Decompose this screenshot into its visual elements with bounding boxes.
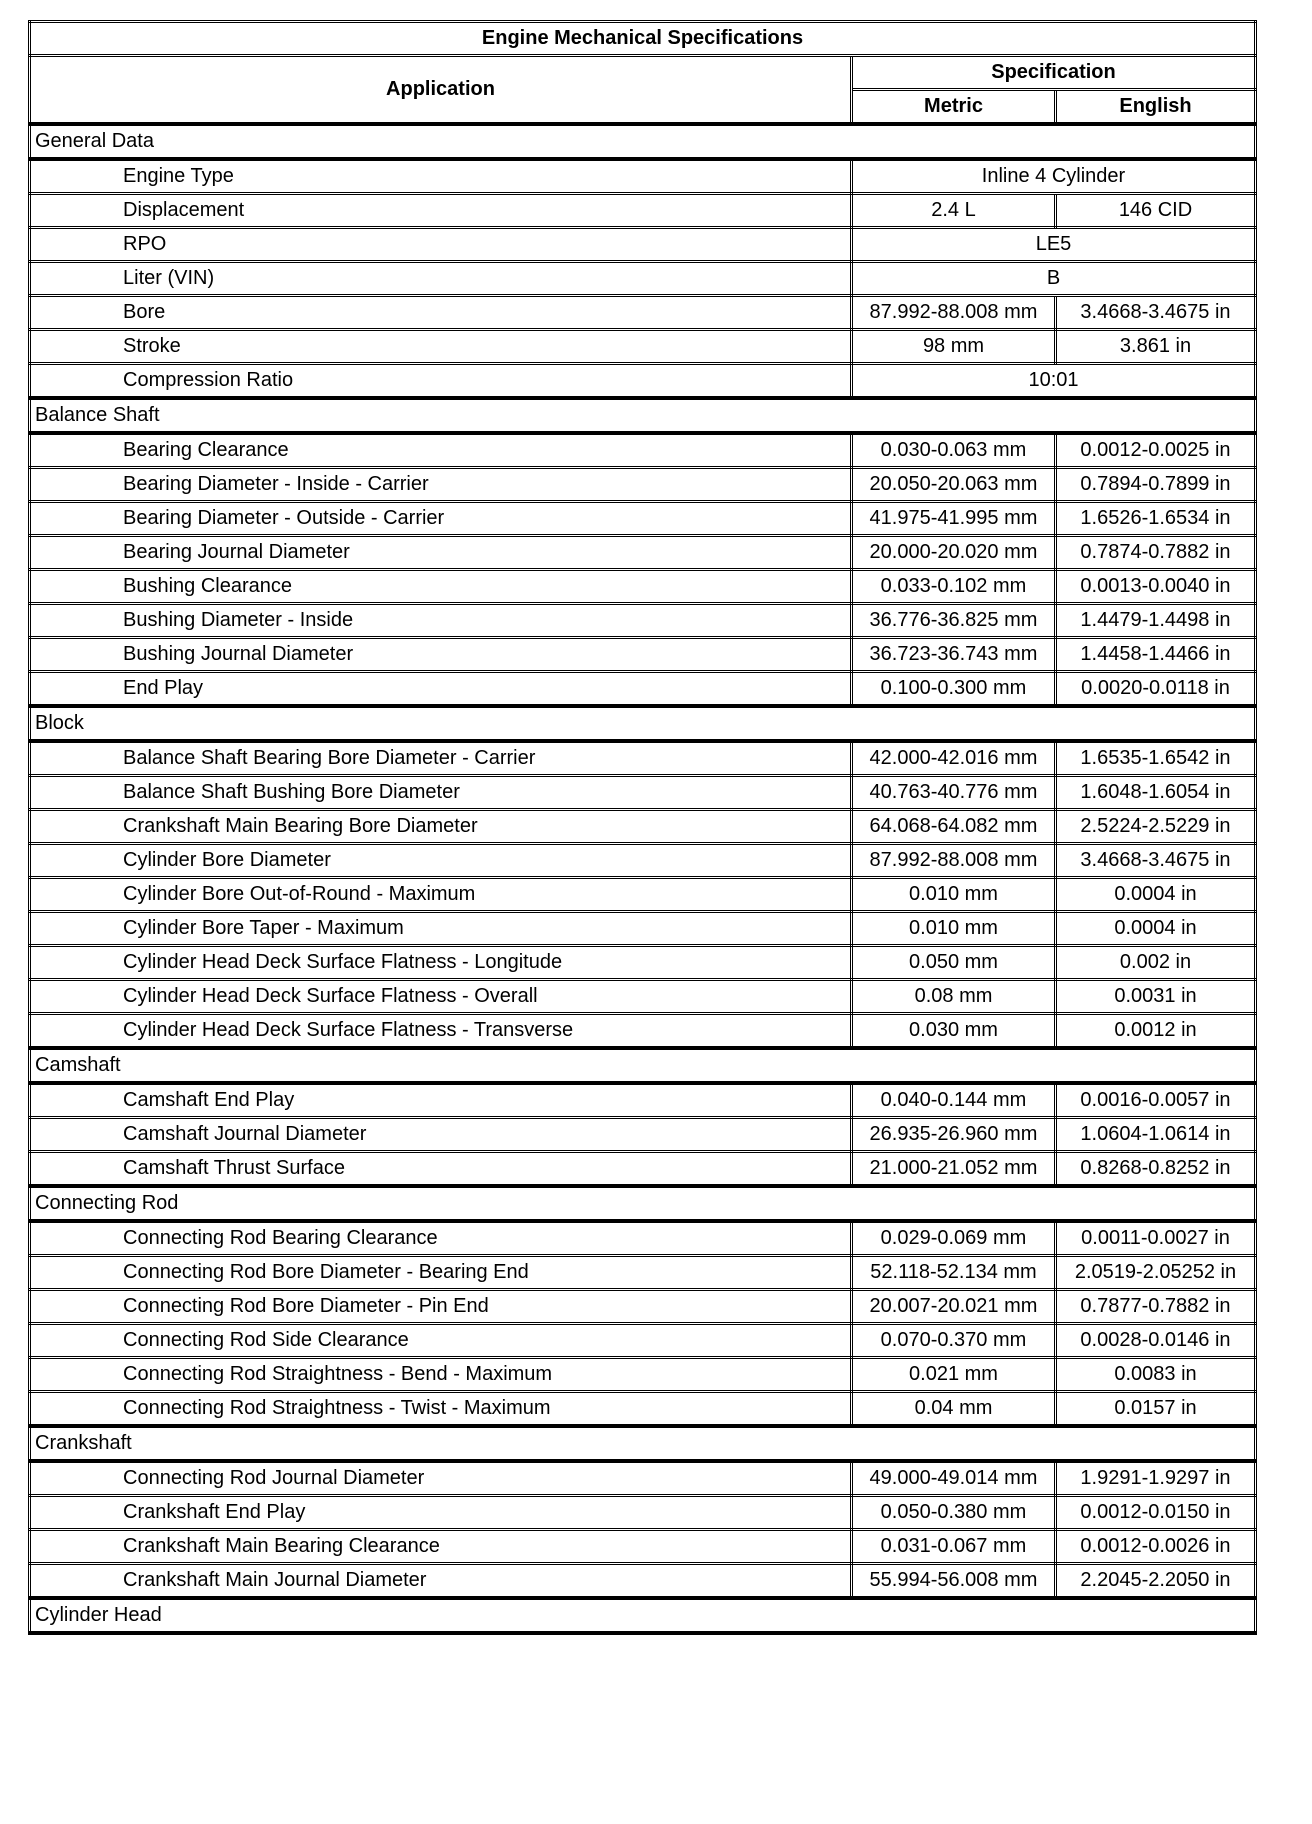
metric-cell: 0.010 mm	[852, 878, 1056, 912]
english-cell: 0.0020-0.0118 in	[1056, 672, 1256, 707]
metric-cell: 42.000-42.016 mm	[852, 741, 1056, 776]
english-cell: 2.2045-2.2050 in	[1056, 1564, 1256, 1599]
english-cell: 0.0011-0.0027 in	[1056, 1221, 1256, 1256]
application-cell: Balance Shaft Bearing Bore Diameter - Carrier	[30, 741, 852, 776]
section-row	[30, 706, 1256, 741]
table-row	[30, 1392, 1256, 1427]
metric-cell: 0.08 mm	[852, 980, 1056, 1014]
english-cell: 1.4458-1.4466 in	[1056, 638, 1256, 672]
english-cell: 0.0012-0.0025 in	[1056, 433, 1256, 468]
application-cell: Crankshaft Main Bearing Bore Diameter	[30, 810, 852, 844]
table-row	[30, 741, 1256, 776]
application-cell: Stroke	[30, 330, 852, 364]
english-cell: 1.4479-1.4498 in	[1056, 604, 1256, 638]
table-row	[30, 433, 1256, 468]
application-cell: Displacement	[30, 194, 852, 228]
section-row	[30, 1426, 1256, 1461]
table-row	[30, 844, 1256, 878]
specification-cell: LE5	[852, 228, 1256, 262]
application-cell: Bushing Diameter - Inside	[30, 604, 852, 638]
table-row	[30, 468, 1256, 502]
application-cell: Cylinder Head Deck Surface Flatness - Overall	[30, 980, 852, 1014]
table-title: Engine Mechanical Specifications	[30, 22, 1256, 56]
title-row	[30, 22, 1256, 56]
application-cell: Crankshaft End Play	[30, 1496, 852, 1530]
english-cell: 146 CID	[1056, 194, 1256, 228]
english-cell: 0.0031 in	[1056, 980, 1256, 1014]
metric-cell: 64.068-64.082 mm	[852, 810, 1056, 844]
english-cell: 0.0004 in	[1056, 912, 1256, 946]
table-row	[30, 810, 1256, 844]
metric-cell: 2.4 L	[852, 194, 1056, 228]
english-cell: 0.0012-0.0150 in	[1056, 1496, 1256, 1530]
table-row	[30, 194, 1256, 228]
section-row	[30, 124, 1256, 159]
application-cell: Cylinder Bore Diameter	[30, 844, 852, 878]
table-row	[30, 159, 1256, 194]
english-cell: 0.0012-0.0026 in	[1056, 1530, 1256, 1564]
application-cell: Cylinder Bore Out-of-Round - Maximum	[30, 878, 852, 912]
metric-cell: 0.100-0.300 mm	[852, 672, 1056, 707]
application-cell: Balance Shaft Bushing Bore Diameter	[30, 776, 852, 810]
application-cell: Bearing Clearance	[30, 433, 852, 468]
section-title: Cylinder Head	[30, 1598, 1256, 1633]
metric-cell: 0.033-0.102 mm	[852, 570, 1056, 604]
english-cell: 1.9291-1.9297 in	[1056, 1461, 1256, 1496]
application-cell: Crankshaft Main Bearing Clearance	[30, 1530, 852, 1564]
application-cell: End Play	[30, 672, 852, 707]
metric-cell: 0.050-0.380 mm	[852, 1496, 1056, 1530]
application-cell: Bushing Journal Diameter	[30, 638, 852, 672]
header-row	[30, 56, 1256, 90]
table-row	[30, 1564, 1256, 1599]
application-cell: Cylinder Bore Taper - Maximum	[30, 912, 852, 946]
english-cell: 1.6526-1.6534 in	[1056, 502, 1256, 536]
table-row	[30, 1290, 1256, 1324]
metric-cell: 26.935-26.960 mm	[852, 1118, 1056, 1152]
section-title: Balance Shaft	[30, 398, 1256, 433]
application-cell: Connecting Rod Bore Diameter - Pin End	[30, 1290, 852, 1324]
english-cell: 0.7877-0.7882 in	[1056, 1290, 1256, 1324]
english-cell: 1.0604-1.0614 in	[1056, 1118, 1256, 1152]
metric-cell: 0.04 mm	[852, 1392, 1056, 1427]
table-row	[30, 364, 1256, 399]
metric-cell: 21.000-21.052 mm	[852, 1152, 1056, 1187]
application-cell: Bearing Journal Diameter	[30, 536, 852, 570]
metric-cell: 41.975-41.995 mm	[852, 502, 1056, 536]
table-row	[30, 1358, 1256, 1392]
english-header: English	[1056, 90, 1256, 125]
application-cell: Connecting Rod Journal Diameter	[30, 1461, 852, 1496]
table-row	[30, 1221, 1256, 1256]
application-cell: Connecting Rod Straightness - Bend - Maximum	[30, 1358, 852, 1392]
metric-cell: 0.010 mm	[852, 912, 1056, 946]
table-row	[30, 912, 1256, 946]
application-cell: Camshaft Journal Diameter	[30, 1118, 852, 1152]
english-cell: 1.6535-1.6542 in	[1056, 741, 1256, 776]
table-row	[30, 1014, 1256, 1049]
section-title: Connecting Rod	[30, 1186, 1256, 1221]
engine-specifications-table	[28, 20, 1257, 1635]
english-cell: 0.0157 in	[1056, 1392, 1256, 1427]
table-row	[30, 262, 1256, 296]
metric-cell: 0.050 mm	[852, 946, 1056, 980]
application-cell: Bore	[30, 296, 852, 330]
metric-cell: 20.050-20.063 mm	[852, 468, 1056, 502]
english-cell: 0.0083 in	[1056, 1358, 1256, 1392]
metric-cell: 0.070-0.370 mm	[852, 1324, 1056, 1358]
table-row	[30, 946, 1256, 980]
metric-cell: 0.031-0.067 mm	[852, 1530, 1056, 1564]
application-cell: Crankshaft Main Journal Diameter	[30, 1564, 852, 1599]
metric-cell: 49.000-49.014 mm	[852, 1461, 1056, 1496]
application-cell: Engine Type	[30, 159, 852, 194]
section-row	[30, 1598, 1256, 1633]
english-cell: 0.8268-0.8252 in	[1056, 1152, 1256, 1187]
table-row	[30, 1083, 1256, 1118]
table-row	[30, 638, 1256, 672]
metric-cell: 36.776-36.825 mm	[852, 604, 1056, 638]
english-cell: 0.0013-0.0040 in	[1056, 570, 1256, 604]
english-cell: 1.6048-1.6054 in	[1056, 776, 1256, 810]
english-cell: 3.4668-3.4675 in	[1056, 296, 1256, 330]
metric-cell: 0.040-0.144 mm	[852, 1083, 1056, 1118]
metric-cell: 0.021 mm	[852, 1358, 1056, 1392]
application-cell: Bushing Clearance	[30, 570, 852, 604]
specification-cell: 10:01	[852, 364, 1256, 399]
table-row	[30, 1461, 1256, 1496]
metric-cell: 98 mm	[852, 330, 1056, 364]
table-row	[30, 502, 1256, 536]
section-title: Block	[30, 706, 1256, 741]
english-cell: 2.0519-2.05252 in	[1056, 1256, 1256, 1290]
application-cell: Connecting Rod Bore Diameter - Bearing End	[30, 1256, 852, 1290]
section-title: Crankshaft	[30, 1426, 1256, 1461]
table-row	[30, 604, 1256, 638]
metric-cell: 36.723-36.743 mm	[852, 638, 1056, 672]
english-cell: 0.0016-0.0057 in	[1056, 1083, 1256, 1118]
table-row	[30, 980, 1256, 1014]
table-row	[30, 1496, 1256, 1530]
application-cell: Liter (VIN)	[30, 262, 852, 296]
table-row	[30, 1118, 1256, 1152]
application-header: Application	[30, 56, 852, 125]
table-row	[30, 1256, 1256, 1290]
application-cell: Camshaft End Play	[30, 1083, 852, 1118]
table-row	[30, 878, 1256, 912]
section-row	[30, 398, 1256, 433]
english-cell: 2.5224-2.5229 in	[1056, 810, 1256, 844]
application-cell: Connecting Rod Side Clearance	[30, 1324, 852, 1358]
metric-cell: 40.763-40.776 mm	[852, 776, 1056, 810]
application-cell: Cylinder Head Deck Surface Flatness - Longitude	[30, 946, 852, 980]
application-cell: Bearing Diameter - Outside - Carrier	[30, 502, 852, 536]
application-cell: RPO	[30, 228, 852, 262]
metric-cell: 87.992-88.008 mm	[852, 296, 1056, 330]
application-cell: Camshaft Thrust Surface	[30, 1152, 852, 1187]
specification-cell: Inline 4 Cylinder	[852, 159, 1256, 194]
english-cell: 0.0028-0.0146 in	[1056, 1324, 1256, 1358]
table-body	[30, 124, 1256, 1633]
english-cell: 3.4668-3.4675 in	[1056, 844, 1256, 878]
table-row	[30, 228, 1256, 262]
metric-header: Metric	[852, 90, 1056, 125]
table-row	[30, 570, 1256, 604]
english-cell: 0.002 in	[1056, 946, 1256, 980]
english-cell: 0.7874-0.7882 in	[1056, 536, 1256, 570]
metric-cell: 0.030 mm	[852, 1014, 1056, 1049]
specification-header: Specification	[852, 56, 1256, 90]
metric-cell: 0.029-0.069 mm	[852, 1221, 1056, 1256]
table-row	[30, 536, 1256, 570]
application-cell: Compression Ratio	[30, 364, 852, 399]
table-row	[30, 296, 1256, 330]
application-cell: Bearing Diameter - Inside - Carrier	[30, 468, 852, 502]
specification-cell: B	[852, 262, 1256, 296]
metric-cell: 20.000-20.020 mm	[852, 536, 1056, 570]
section-row	[30, 1186, 1256, 1221]
application-cell: Connecting Rod Bearing Clearance	[30, 1221, 852, 1256]
table-row	[30, 1152, 1256, 1187]
application-cell: Connecting Rod Straightness - Twist - Maximum	[30, 1392, 852, 1427]
metric-cell: 55.994-56.008 mm	[852, 1564, 1056, 1599]
metric-cell: 87.992-88.008 mm	[852, 844, 1056, 878]
metric-cell: 20.007-20.021 mm	[852, 1290, 1056, 1324]
table-row	[30, 672, 1256, 707]
application-cell: Cylinder Head Deck Surface Flatness - Transverse	[30, 1014, 852, 1049]
section-row	[30, 1048, 1256, 1083]
metric-cell: 52.118-52.134 mm	[852, 1256, 1056, 1290]
section-title: General Data	[30, 124, 1256, 159]
table-row	[30, 330, 1256, 364]
english-cell: 3.861 in	[1056, 330, 1256, 364]
table-row	[30, 1324, 1256, 1358]
english-cell: 0.0004 in	[1056, 878, 1256, 912]
english-cell: 0.0012 in	[1056, 1014, 1256, 1049]
table-row	[30, 776, 1256, 810]
section-title: Camshaft	[30, 1048, 1256, 1083]
english-cell: 0.7894-0.7899 in	[1056, 468, 1256, 502]
metric-cell: 0.030-0.063 mm	[852, 433, 1056, 468]
table-row	[30, 1530, 1256, 1564]
